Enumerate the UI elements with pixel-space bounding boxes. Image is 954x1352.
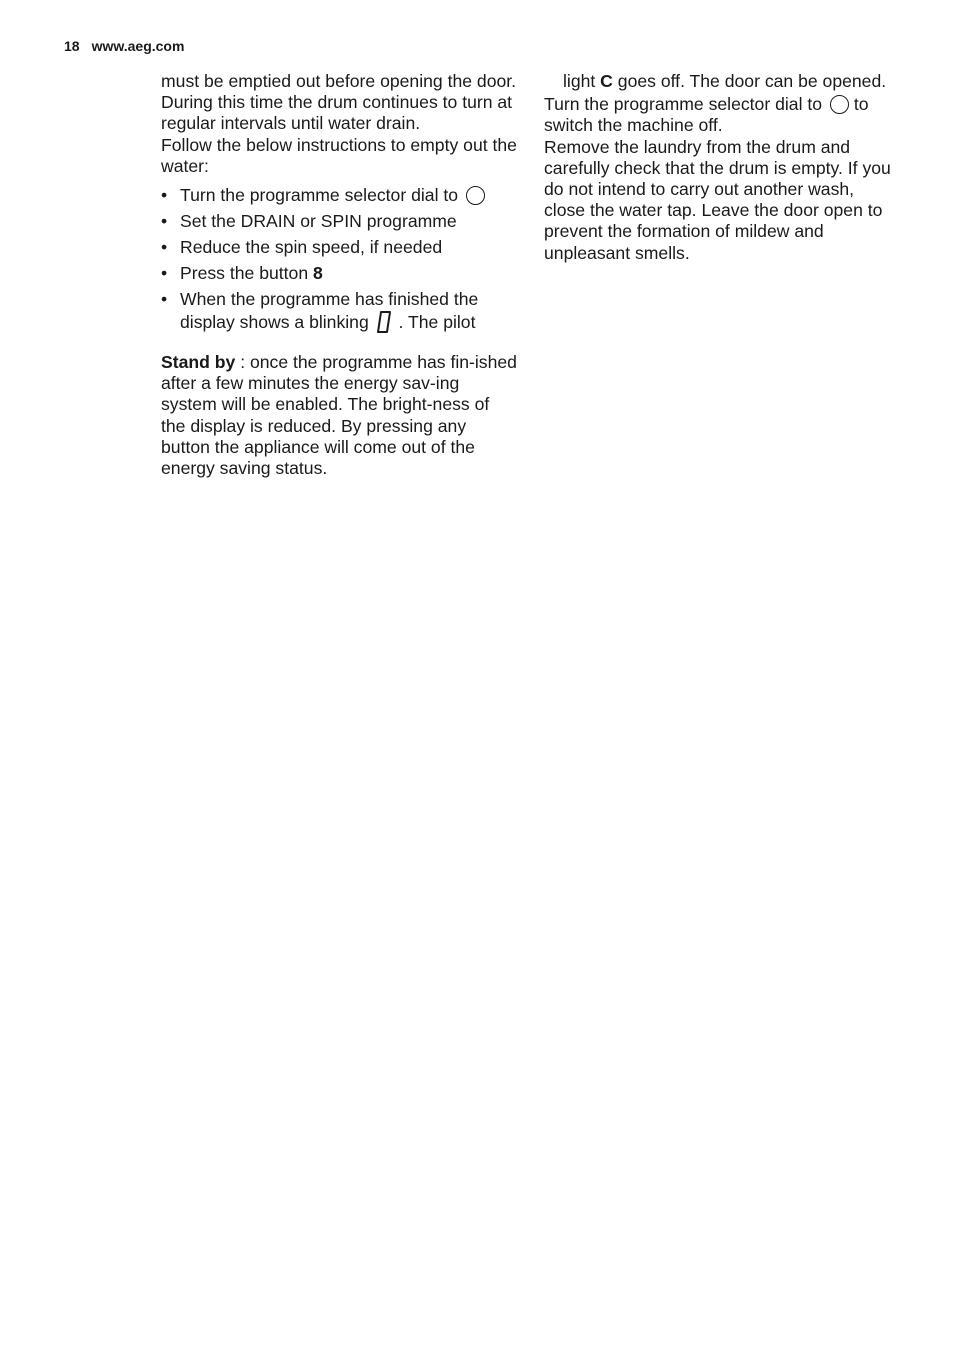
instruction-list (161, 185, 517, 334)
continued-light: light (563, 71, 596, 91)
left-column (161, 71, 517, 479)
list-item (161, 263, 517, 284)
list-item-text: Press the button (180, 263, 309, 284)
list-item-text: Reduce the spin speed, if needed (180, 237, 443, 258)
switch-off-prefix: Turn the programme selector dial to (544, 94, 823, 115)
dial-off-icon (466, 186, 485, 205)
list-item (161, 211, 517, 232)
standby-paragraph (161, 352, 517, 479)
list-item-text: Turn the programme selector dial to (180, 185, 459, 206)
switch-off-suffix: to switch the machine off. (544, 94, 869, 136)
button-number: 8 (313, 263, 323, 284)
dial-off-icon (830, 95, 849, 114)
continued-text (544, 71, 894, 92)
list-item (161, 237, 517, 258)
page-header (64, 38, 184, 54)
pilot-light-label: C (600, 71, 613, 91)
list-item (161, 185, 517, 206)
seven-segment-zero-icon (376, 310, 392, 334)
list-item-text: When the programme has finished the display shows a blinking (180, 289, 479, 333)
website-url: www.aeg.com (91, 38, 185, 54)
list-item-text: Set the DRAIN or SPIN programme (180, 211, 457, 232)
right-column (544, 71, 894, 264)
instructions-intro: Follow the below instructions to empty out the water: (161, 134, 517, 176)
switch-off-paragraph (544, 94, 894, 136)
intro-paragraph: must be emptied out before opening the door. During this time the drum continues to turn at regular intervals until water drain. (161, 71, 517, 134)
page-number: 18 (64, 38, 80, 54)
continued-rest: goes off. The door can be opened. (617, 71, 887, 91)
list-item (161, 289, 517, 334)
standby-text: : once the programme has fin-ished after a few minutes the energy sav-ing system will be enabled. The bright-ness of the display is reduced. By pressing any button the appliance will come out of the energy saving status. (161, 352, 517, 479)
remove-laundry-paragraph: Remove the laundry from the drum and carefully check that the drum is empty. If you do not intend to carry out another wash, close the water tap. Leave the door open to prevent the formation of mildew and unpleasant smells. (544, 136, 891, 263)
standby-title: Stand by (161, 352, 236, 373)
pilot-text: . The pilot (398, 312, 476, 333)
